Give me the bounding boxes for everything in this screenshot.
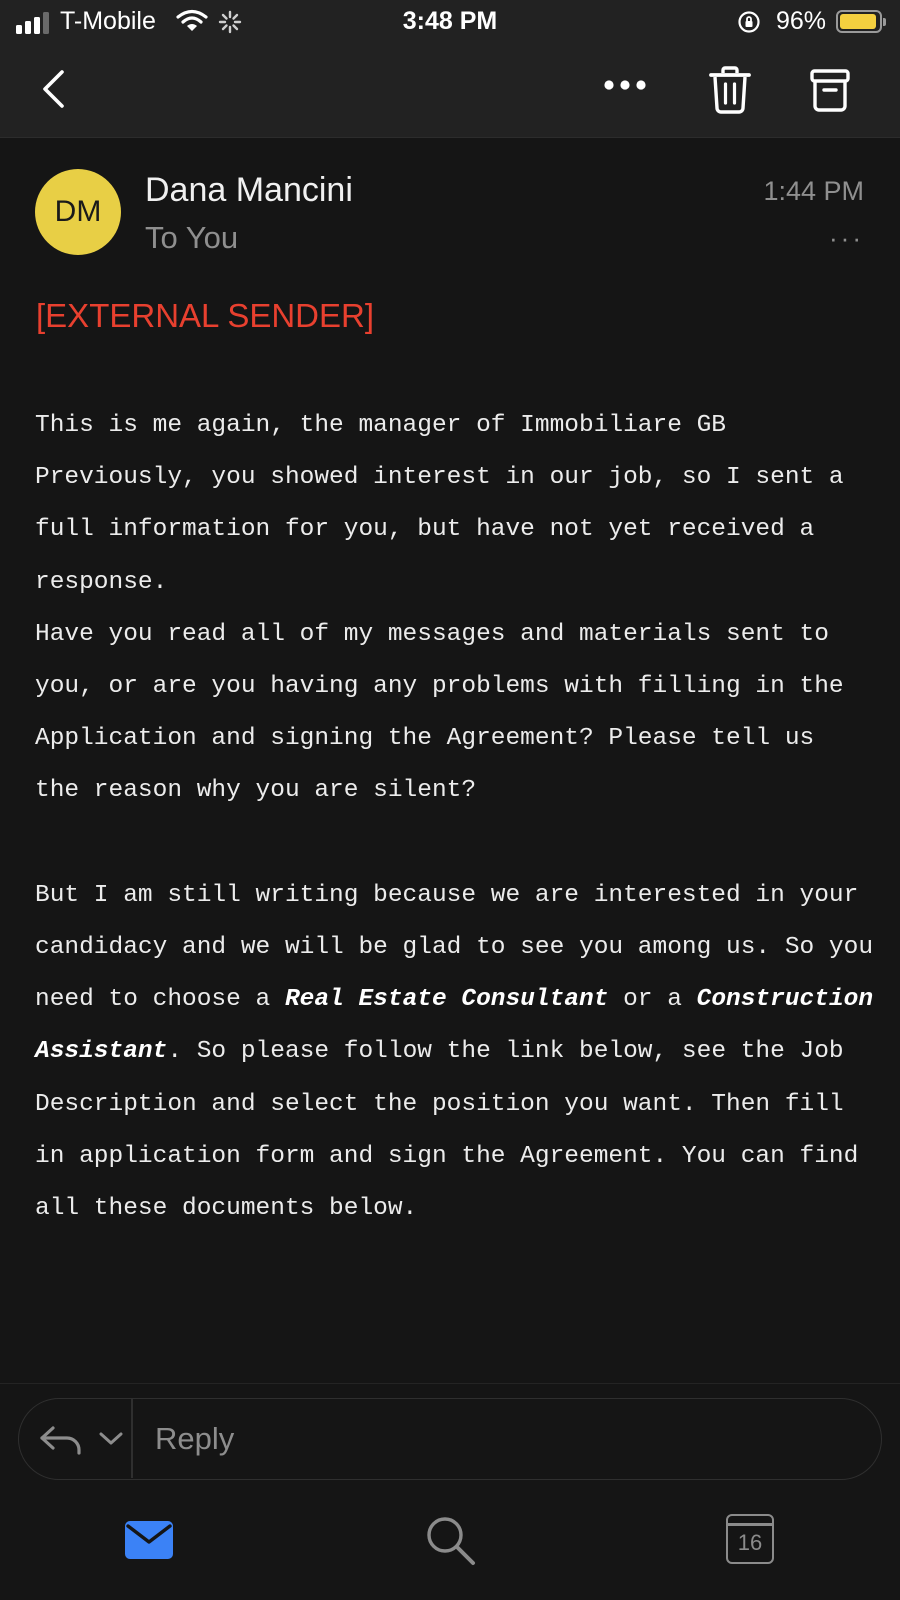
status-time: 3:48 PM xyxy=(402,7,498,35)
paragraph-gap xyxy=(35,818,875,870)
reply-bar xyxy=(18,1398,882,1480)
external-sender-tag: [EXTERNAL SENDER] xyxy=(36,297,375,334)
sender-name[interactable]: Dana Mancini xyxy=(145,171,353,209)
body-paragraph: Previously, you showed interest in our job, so I sent a full information for you, but have not yet received a response. xyxy=(35,464,844,596)
battery-icon xyxy=(836,10,882,33)
body-text-run: or a xyxy=(608,986,697,1014)
top-bar xyxy=(0,0,900,138)
chevron-down-icon[interactable] xyxy=(99,1432,123,1446)
orientation-lock-icon xyxy=(737,10,761,34)
body-paragraph: Have you read all of my messages and materials sent to you, or are you having any problems with filling in the Application and signing the Agreement? Please tell us xyxy=(35,620,844,753)
archive-icon[interactable] xyxy=(810,68,850,112)
more-icon[interactable] xyxy=(603,78,647,92)
calendar-day: 16 xyxy=(737,1530,763,1555)
message-time: 1:44 PM xyxy=(763,176,864,206)
calendar-icon[interactable] xyxy=(726,1514,774,1564)
avatar[interactable]: DM xyxy=(35,169,121,255)
mail-icon[interactable] xyxy=(124,1520,174,1560)
position-real-estate-consultant: Real Estate Consultant xyxy=(284,986,609,1014)
body-text-run: . So please follow the link below, see the Job Description and select the position you want. Then fill in application form and sign the Agreement. You can find all these documents below. xyxy=(35,1038,859,1223)
body-paragraph xyxy=(35,870,875,1235)
carrier-name: T-Mobile xyxy=(60,7,156,35)
reply-input[interactable]: Reply xyxy=(155,1421,235,1456)
reply-arrow-icon[interactable] xyxy=(39,1425,83,1455)
back-icon[interactable] xyxy=(38,68,68,110)
position-construction-assistant: Construction Assistant xyxy=(35,986,874,1066)
body-text-run: But I am still writing because we are interested in your candidacy and we will be glad to see you among us. So you need to choose a xyxy=(35,881,874,1014)
message-body xyxy=(35,400,875,1235)
recipient-label[interactable]: To You xyxy=(145,220,239,255)
search-icon[interactable] xyxy=(424,1514,478,1568)
status-bar xyxy=(0,0,900,46)
battery-percent: 96% xyxy=(776,7,827,35)
body-paragraph: This is me again, the manager of Immobiliare GB xyxy=(35,412,727,439)
message-more-icon[interactable]: ··· xyxy=(829,223,864,253)
body-paragraph: the reason why you are silent? xyxy=(35,777,477,805)
trash-icon[interactable] xyxy=(708,66,752,114)
divider xyxy=(0,1383,900,1384)
reply-separator xyxy=(131,1399,133,1478)
